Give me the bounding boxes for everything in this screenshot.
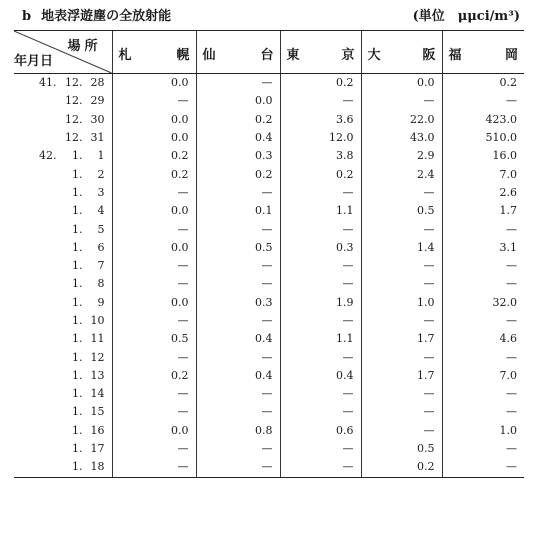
date-day: 18 — [90, 460, 105, 474]
date-day: 12 — [90, 350, 105, 364]
value-cell: — — [196, 74, 280, 93]
date-cell — [14, 367, 112, 385]
date-day: 14 — [90, 387, 105, 401]
value-cell: — — [361, 422, 442, 440]
date-month: 12. — [65, 94, 83, 108]
date-year: 42. — [39, 149, 57, 163]
value-cell: — — [361, 257, 442, 275]
city-char: 仙 — [202, 48, 216, 63]
value-cell: 3.8 — [280, 147, 361, 165]
table-row — [14, 458, 524, 477]
unit-label: (単位 μμci/m³) — [412, 9, 520, 24]
value-cell: 0.3 — [280, 239, 361, 257]
title-text: 地表浮遊塵の全放射能 — [41, 9, 172, 24]
value-cell: — — [112, 348, 196, 366]
value-cell: — — [196, 348, 280, 366]
value-cell: 0.2 — [112, 367, 196, 385]
date-month: 1. — [72, 185, 83, 199]
date-month: 1. — [72, 442, 83, 456]
table-row — [14, 257, 524, 275]
table-row — [14, 239, 524, 257]
date-month: 1. — [72, 350, 83, 364]
value-cell: 1.4 — [361, 239, 442, 257]
value-cell: 510.0 — [442, 129, 524, 147]
city-header-fukuoka — [442, 31, 524, 74]
date-day: 1 — [97, 149, 105, 163]
value-cell: — — [280, 385, 361, 403]
value-cell: 0.0 — [112, 294, 196, 312]
city-char: 大 — [367, 48, 381, 63]
value-cell: 0.3 — [196, 294, 280, 312]
value-cell: — — [280, 220, 361, 238]
date-month: 1. — [72, 149, 83, 163]
date-cell — [14, 147, 112, 165]
table-row — [14, 92, 524, 110]
value-cell: — — [280, 257, 361, 275]
date-cell — [14, 385, 112, 403]
value-cell: 0.2 — [112, 165, 196, 183]
title-bar — [14, 5, 524, 25]
date-cell — [14, 74, 112, 93]
date-day: 3 — [97, 185, 105, 199]
city-char: 阪 — [422, 48, 436, 63]
value-cell: — — [280, 458, 361, 477]
value-cell: 0.0 — [112, 239, 196, 257]
date-month: 1. — [72, 277, 83, 291]
section-letter: b — [22, 9, 32, 24]
date-cell — [14, 129, 112, 147]
value-cell: 0.3 — [196, 147, 280, 165]
date-day: 31 — [90, 131, 105, 145]
table-title — [22, 5, 171, 24]
table-row — [14, 129, 524, 147]
header-row — [14, 31, 524, 74]
date-cell — [14, 330, 112, 348]
value-cell: 3.1 — [442, 239, 524, 257]
date-month: 1. — [72, 314, 83, 327]
value-cell: — — [112, 257, 196, 275]
date-cell — [14, 202, 112, 220]
value-cell: 0.0 — [112, 74, 196, 93]
city-header-osaka — [361, 31, 442, 74]
value-cell: 16.0 — [442, 147, 524, 165]
table-row — [14, 312, 524, 330]
value-cell: 1.1 — [280, 202, 361, 220]
value-cell: — — [112, 92, 196, 110]
value-cell: 2.4 — [361, 165, 442, 183]
value-cell: — — [361, 312, 442, 330]
value-cell: — — [442, 348, 524, 366]
value-cell: 0.0 — [196, 92, 280, 110]
value-cell: 1.7 — [361, 330, 442, 348]
date-cell — [14, 348, 112, 366]
value-cell: — — [280, 92, 361, 110]
table-row — [14, 74, 524, 93]
value-cell: 1.7 — [361, 367, 442, 385]
value-cell: 0.4 — [196, 330, 280, 348]
value-cell: — — [280, 312, 361, 330]
city-char: 幌 — [176, 48, 190, 63]
date-month: 1. — [72, 259, 83, 273]
value-cell: — — [361, 184, 442, 202]
value-cell: 0.2 — [361, 458, 442, 477]
date-day: 5 — [97, 222, 105, 236]
date-day: 6 — [97, 240, 105, 254]
value-cell: 3.6 — [280, 111, 361, 129]
date-cell — [14, 165, 112, 183]
table-row — [14, 294, 524, 312]
table-row — [14, 147, 524, 165]
value-cell: — — [442, 275, 524, 293]
value-cell: — — [280, 440, 361, 458]
table-row — [14, 220, 524, 238]
value-cell: — — [280, 348, 361, 366]
date-month: 1. — [72, 295, 83, 309]
table-row — [14, 330, 524, 348]
value-cell: — — [112, 458, 196, 477]
date-month: 1. — [72, 460, 83, 474]
date-cell — [14, 111, 112, 129]
value-cell: 1.9 — [280, 294, 361, 312]
value-cell: 0.0 — [112, 111, 196, 129]
value-cell: 0.0 — [112, 129, 196, 147]
value-cell: 32.0 — [442, 294, 524, 312]
radioactivity-table — [14, 30, 524, 478]
table-row — [14, 440, 524, 458]
date-day: 7 — [97, 259, 105, 273]
value-cell: — — [112, 385, 196, 403]
table-row — [14, 111, 524, 129]
value-cell: 0.1 — [196, 202, 280, 220]
date-cell — [14, 184, 112, 202]
value-cell: 1.1 — [280, 330, 361, 348]
date-year: 41. — [39, 76, 57, 90]
value-cell: — — [442, 220, 524, 238]
value-cell: — — [112, 220, 196, 238]
value-cell: — — [196, 312, 280, 330]
date-month: 1. — [72, 240, 83, 254]
date-day: 16 — [90, 423, 105, 437]
date-month: 12. — [65, 131, 83, 145]
value-cell: — — [112, 184, 196, 202]
value-cell: 0.8 — [196, 422, 280, 440]
value-cell: 0.0 — [361, 74, 442, 93]
city-char: 京 — [341, 48, 355, 63]
date-day: 28 — [90, 76, 105, 90]
date-month: 1. — [72, 368, 83, 382]
value-cell: 0.5 — [112, 330, 196, 348]
value-cell: — — [196, 257, 280, 275]
date-month: 1. — [72, 423, 83, 437]
value-cell: — — [442, 257, 524, 275]
city-header-sapporo — [112, 31, 196, 74]
table-row — [14, 367, 524, 385]
date-cell — [14, 403, 112, 421]
date-month: 1. — [72, 222, 83, 236]
table-row — [14, 385, 524, 403]
city-char: 岡 — [504, 48, 518, 63]
date-cell — [14, 257, 112, 275]
date-day: 8 — [97, 277, 105, 291]
value-cell: — — [196, 275, 280, 293]
value-cell: 7.0 — [442, 367, 524, 385]
date-day: 15 — [90, 405, 105, 419]
city-char: 台 — [260, 48, 274, 63]
value-cell: — — [361, 348, 442, 366]
date-cell — [14, 275, 112, 293]
date-cell — [14, 92, 112, 110]
city-char: 東 — [286, 48, 300, 63]
date-month: 1. — [72, 332, 83, 346]
city-char: 福 — [448, 48, 462, 63]
table-row — [14, 202, 524, 220]
value-cell: 7.0 — [442, 165, 524, 183]
date-day: 4 — [97, 204, 105, 218]
date-day: 2 — [97, 167, 105, 181]
table-body — [14, 74, 524, 478]
date-day: 9 — [97, 295, 105, 309]
date-month: 1. — [72, 405, 83, 419]
date-label: 年月日 — [14, 54, 54, 69]
date-day: 13 — [90, 368, 105, 382]
value-cell: — — [280, 275, 361, 293]
value-cell: 0.5 — [196, 239, 280, 257]
date-month: 1. — [72, 387, 83, 401]
value-cell: — — [442, 440, 524, 458]
date-day: 17 — [90, 442, 105, 456]
city-header-tokyo — [280, 31, 361, 74]
value-cell: — — [196, 440, 280, 458]
value-cell: — — [112, 440, 196, 458]
value-cell: 0.4 — [280, 367, 361, 385]
table-row — [14, 403, 524, 421]
table-row — [14, 348, 524, 366]
value-cell: — — [442, 385, 524, 403]
date-cell — [14, 294, 112, 312]
place-label: 場所 — [67, 39, 102, 54]
value-cell: — — [442, 92, 524, 110]
value-cell: 0.5 — [361, 202, 442, 220]
date-month: 1. — [72, 204, 83, 218]
value-cell: — — [361, 220, 442, 238]
date-month: 1. — [72, 167, 83, 181]
value-cell: — — [280, 184, 361, 202]
value-cell: 43.0 — [361, 129, 442, 147]
table-row — [14, 184, 524, 202]
value-cell: — — [361, 385, 442, 403]
table-row — [14, 422, 524, 440]
value-cell: — — [112, 275, 196, 293]
date-month: 12. — [65, 76, 83, 90]
value-cell: — — [196, 458, 280, 477]
date-cell — [14, 422, 112, 440]
value-cell: — — [280, 403, 361, 421]
date-day: 29 — [90, 94, 105, 108]
value-cell: — — [361, 403, 442, 421]
value-cell: 0.4 — [196, 367, 280, 385]
value-cell: 2.9 — [361, 147, 442, 165]
city-header-sendai — [196, 31, 280, 74]
date-cell — [14, 312, 112, 330]
city-char: 札 — [118, 48, 132, 63]
value-cell: 0.0 — [112, 202, 196, 220]
value-cell: — — [442, 312, 524, 330]
date-cell — [14, 458, 112, 477]
value-cell: 0.5 — [361, 440, 442, 458]
table-row — [14, 275, 524, 293]
value-cell: 12.0 — [280, 129, 361, 147]
value-cell: 0.2 — [196, 165, 280, 183]
value-cell: 1.0 — [361, 294, 442, 312]
date-cell — [14, 239, 112, 257]
value-cell: — — [361, 92, 442, 110]
value-cell: — — [112, 403, 196, 421]
value-cell: 0.2 — [196, 111, 280, 129]
value-cell: — — [196, 220, 280, 238]
table-row — [14, 165, 524, 183]
date-day: 10 — [90, 314, 105, 327]
value-cell: 0.6 — [280, 422, 361, 440]
value-cell: 0.2 — [280, 165, 361, 183]
value-cell: 1.0 — [442, 422, 524, 440]
value-cell: 0.4 — [196, 129, 280, 147]
value-cell: — — [442, 403, 524, 421]
corner-header — [14, 31, 112, 74]
value-cell: — — [196, 184, 280, 202]
date-day: 30 — [90, 112, 105, 126]
value-cell: — — [112, 312, 196, 330]
date-day: 11 — [90, 332, 105, 346]
value-cell: — — [196, 403, 280, 421]
value-cell: — — [196, 385, 280, 403]
value-cell: 0.0 — [112, 422, 196, 440]
value-cell: 2.6 — [442, 184, 524, 202]
date-month: 12. — [65, 112, 83, 126]
value-cell: 423.0 — [442, 111, 524, 129]
value-cell: 4.6 — [442, 330, 524, 348]
value-cell: — — [442, 458, 524, 477]
value-cell: 0.2 — [112, 147, 196, 165]
date-cell — [14, 220, 112, 238]
value-cell: 1.7 — [442, 202, 524, 220]
value-cell: 0.2 — [442, 74, 524, 93]
date-cell — [14, 440, 112, 458]
value-cell: 22.0 — [361, 111, 442, 129]
value-cell: — — [361, 275, 442, 293]
value-cell: 0.2 — [280, 74, 361, 93]
